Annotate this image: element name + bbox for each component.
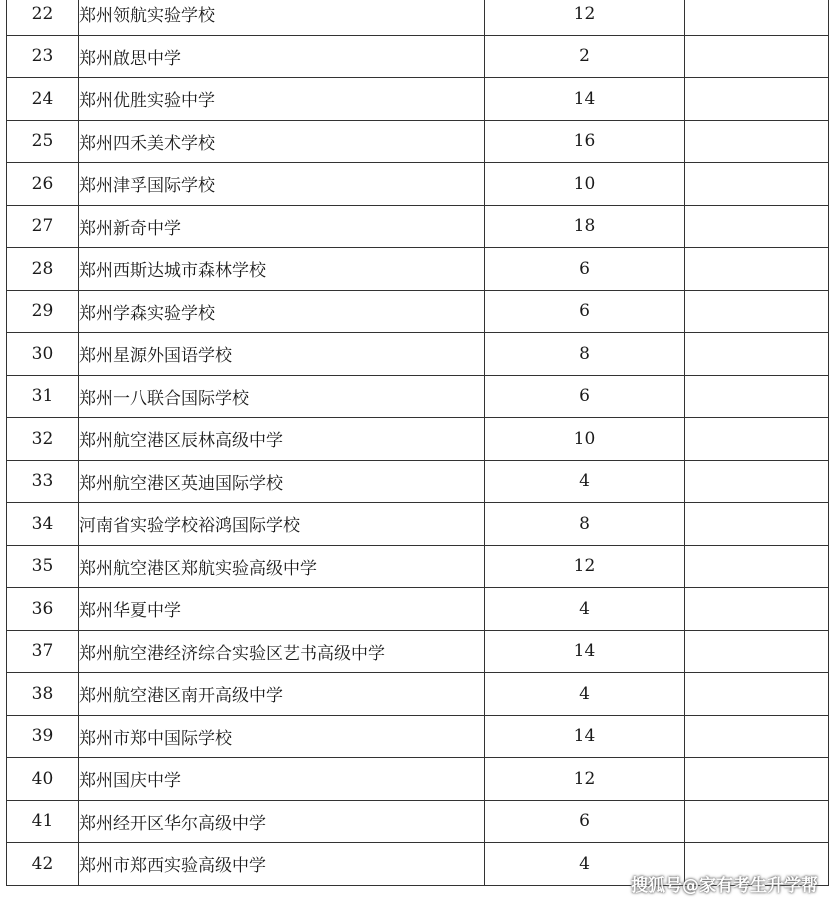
school-name-cell: 郑州星源外国语学校 <box>79 333 485 376</box>
quota-cell: 6 <box>485 800 685 843</box>
quota-cell: 6 <box>485 375 685 418</box>
row-number-cell: 22 <box>7 0 79 35</box>
school-name-cell: 郑州国庆中学 <box>79 758 485 801</box>
school-name-cell: 郑州啟思中学 <box>79 35 485 78</box>
note-cell <box>685 460 829 503</box>
school-name-cell: 郑州四禾美术学校 <box>79 120 485 163</box>
table-row <box>7 35 829 78</box>
row-number-cell: 42 <box>7 843 79 886</box>
note-cell <box>685 163 829 206</box>
quota-cell: 12 <box>485 758 685 801</box>
note-cell <box>685 35 829 78</box>
row-number-cell: 28 <box>7 248 79 291</box>
table-row <box>7 503 829 546</box>
row-number-cell: 30 <box>7 333 79 376</box>
row-number-cell: 39 <box>7 715 79 758</box>
school-name-cell: 郑州市郑中国际学校 <box>79 715 485 758</box>
table-row <box>7 290 829 333</box>
quota-cell: 10 <box>485 418 685 461</box>
quota-cell: 14 <box>485 715 685 758</box>
table-row <box>7 545 829 588</box>
note-cell <box>685 78 829 121</box>
table-row <box>7 758 829 801</box>
note-cell <box>685 333 829 376</box>
note-cell <box>685 588 829 631</box>
row-number-cell: 32 <box>7 418 79 461</box>
school-name-cell: 郑州津孚国际学校 <box>79 163 485 206</box>
note-cell <box>685 120 829 163</box>
quota-cell: 16 <box>485 120 685 163</box>
school-quota-table <box>6 0 829 886</box>
note-cell <box>685 758 829 801</box>
table-row <box>7 163 829 206</box>
table-row <box>7 375 829 418</box>
quota-cell: 4 <box>485 460 685 503</box>
school-name-cell: 郑州市郑西实验高级中学 <box>79 843 485 886</box>
quota-cell: 14 <box>485 78 685 121</box>
quota-cell: 12 <box>485 545 685 588</box>
note-cell <box>685 375 829 418</box>
table-row <box>7 630 829 673</box>
row-number-cell: 24 <box>7 78 79 121</box>
note-cell <box>685 545 829 588</box>
row-number-cell: 33 <box>7 460 79 503</box>
table-row <box>7 248 829 291</box>
quota-cell: 6 <box>485 290 685 333</box>
school-name-cell: 郑州航空港区南开高级中学 <box>79 673 485 716</box>
school-name-cell: 郑州学森实验学校 <box>79 290 485 333</box>
row-number-cell: 25 <box>7 120 79 163</box>
school-name-cell: 河南省实验学校裕鸿国际学校 <box>79 503 485 546</box>
quota-cell: 18 <box>485 205 685 248</box>
row-number-cell: 40 <box>7 758 79 801</box>
quota-cell: 2 <box>485 35 685 78</box>
note-cell <box>685 715 829 758</box>
table-row <box>7 78 829 121</box>
row-number-cell: 38 <box>7 673 79 716</box>
quota-cell: 8 <box>485 333 685 376</box>
school-name-cell: 郑州航空港区郑航实验高级中学 <box>79 545 485 588</box>
note-cell <box>685 630 829 673</box>
table-row <box>7 333 829 376</box>
table-row <box>7 0 829 35</box>
table-body <box>7 0 829 885</box>
quota-cell: 12 <box>485 0 685 35</box>
school-name-cell: 郑州航空港区英迪国际学校 <box>79 460 485 503</box>
quota-cell: 14 <box>485 630 685 673</box>
school-name-cell: 郑州新奇中学 <box>79 205 485 248</box>
quota-cell: 4 <box>485 673 685 716</box>
school-name-cell: 郑州航空港经济综合实验区艺书高级中学 <box>79 630 485 673</box>
table-row <box>7 418 829 461</box>
school-name-cell: 郑州航空港区辰林高级中学 <box>79 418 485 461</box>
table-row <box>7 120 829 163</box>
watermark-text: 搜狐号@家有考生升学帮 <box>631 876 818 896</box>
school-name-cell: 郑州经开区华尔高级中学 <box>79 800 485 843</box>
row-number-cell: 27 <box>7 205 79 248</box>
table-row <box>7 715 829 758</box>
school-name-cell: 郑州西斯达城市森林学校 <box>79 248 485 291</box>
note-cell <box>685 290 829 333</box>
row-number-cell: 36 <box>7 588 79 631</box>
note-cell <box>685 800 829 843</box>
table-row <box>7 205 829 248</box>
quota-cell: 10 <box>485 163 685 206</box>
note-cell <box>685 503 829 546</box>
row-number-cell: 26 <box>7 163 79 206</box>
row-number-cell: 41 <box>7 800 79 843</box>
row-number-cell: 35 <box>7 545 79 588</box>
quota-cell: 4 <box>485 588 685 631</box>
row-number-cell: 37 <box>7 630 79 673</box>
table-row <box>7 673 829 716</box>
table-row <box>7 800 829 843</box>
quota-cell: 6 <box>485 248 685 291</box>
quota-cell: 8 <box>485 503 685 546</box>
table-row <box>7 588 829 631</box>
note-cell <box>685 248 829 291</box>
note-cell <box>685 673 829 716</box>
note-cell <box>685 205 829 248</box>
table-row <box>7 460 829 503</box>
school-name-cell: 郑州华夏中学 <box>79 588 485 631</box>
school-name-cell: 郑州优胜实验中学 <box>79 78 485 121</box>
row-number-cell: 23 <box>7 35 79 78</box>
quota-cell: 4 <box>485 843 685 886</box>
school-name-cell: 郑州领航实验学校 <box>79 0 485 35</box>
row-number-cell: 29 <box>7 290 79 333</box>
school-name-cell: 郑州一八联合国际学校 <box>79 375 485 418</box>
note-cell <box>685 418 829 461</box>
row-number-cell: 31 <box>7 375 79 418</box>
row-number-cell: 34 <box>7 503 79 546</box>
note-cell <box>685 0 829 35</box>
